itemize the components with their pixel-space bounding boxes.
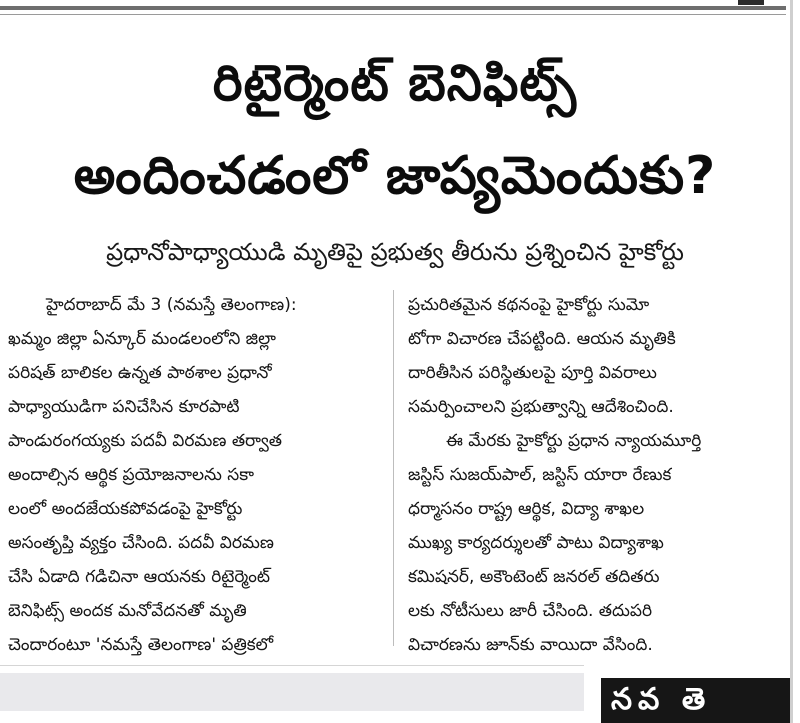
top-rule-thin [0, 14, 786, 15]
article-line: పాధ్యాయుడిగా పనిచేసిన కూరపాటి [8, 397, 240, 417]
article-line: ధర్మాసనం రాష్ట్ర ఆర్థిక, విద్యా శాఖల [408, 499, 645, 519]
article-line: ముఖ్య కార్యదర్శులతో పాటు విద్యాశాఖ [408, 533, 664, 553]
article-line: ఈ మేరకు హైకోర్టు ప్రధాన న్యాయమూర్తి [446, 431, 702, 451]
article-line: సమర్పించాలని ప్రభుత్వాన్ని ఆదేశించింది. [408, 397, 674, 417]
masthead-text: నవ తె [611, 682, 712, 717]
article-line: విచారణను జూన్‌కు వాయిదా వేసింది. [408, 635, 653, 655]
article-line: టోగా విచారణ చేపట్టింది. ఆయన మృతికి [408, 329, 676, 349]
article-line: అందాల్సిన ఆర్థిక ప్రయోజనాలను సకా [8, 465, 254, 485]
article-line: చేసి ఏడాది గడిచినా ఆయనకు రిటైర్మెంట్ [8, 567, 270, 587]
article-line: పరిషత్ బాలికల ఉన్నత పాఠశాల ప్రధానో [8, 363, 272, 383]
article-line: చెందారంటూ 'నమస్తే తెలంగాణ' పత్రికలో [8, 635, 274, 655]
masthead-logo-fragment [601, 678, 790, 723]
article-line: లకు నోటీసులు జారీ చేసింది. తదుపరి [408, 601, 653, 621]
next-article-strip [0, 673, 584, 711]
top-rule [0, 6, 786, 10]
article-line: ఖమ్మం జిల్లా ఏన్కూర్ మండలంలోని జిల్లా [8, 329, 276, 349]
article-line: అసంతృప్తి వ్యక్తం చేసింది. పదవీ విరమణ [8, 533, 274, 553]
column-divider [393, 290, 394, 646]
headline-line-1: రిటైర్మెంట్ బెనిఫిట్స్ [212, 54, 578, 112]
article-line: జస్టిస్ సుజయ్‌పాల్, జస్టిస్ యారా రేణుక [408, 465, 672, 485]
headline-line-2: అందించడంలో జాప్యమెందుకు? [73, 146, 717, 206]
subheadline: ప్రధానోపాధ్యాయుడి మృతిపై ప్రభుత్వ తీరును ప్రశ్నించిన హైకోర్టు [106, 238, 684, 266]
article-column-right [408, 288, 778, 662]
page-corner-mark [738, 0, 764, 5]
page-edge-rule [790, 0, 793, 723]
article-column-left [8, 288, 380, 662]
article-line: పాండురంగయ్యకు పదవీ విరమణ తర్వాత [8, 431, 282, 451]
article-line: దారితీసిన పరిస్థితులపై పూర్తి వివరాలు [408, 363, 657, 383]
article-line: కమిషనర్, అకౌంటెంట్ జనరల్ తదితరు [408, 567, 660, 587]
dateline: హైదరాబాద్ మే 3 (నమస్తే తెలంగాణ): [46, 295, 297, 315]
bottom-rule [0, 665, 584, 666]
article-line: లంలో అందజేయకపోవడంపై హైకోర్టు [8, 499, 243, 519]
article-line: బెనిఫిట్స్ అందక మనోవేదనతో మృతి [8, 601, 247, 621]
article-line: ప్రచురితమైన కథనంపై హైకోర్టు సుమో [408, 295, 650, 315]
